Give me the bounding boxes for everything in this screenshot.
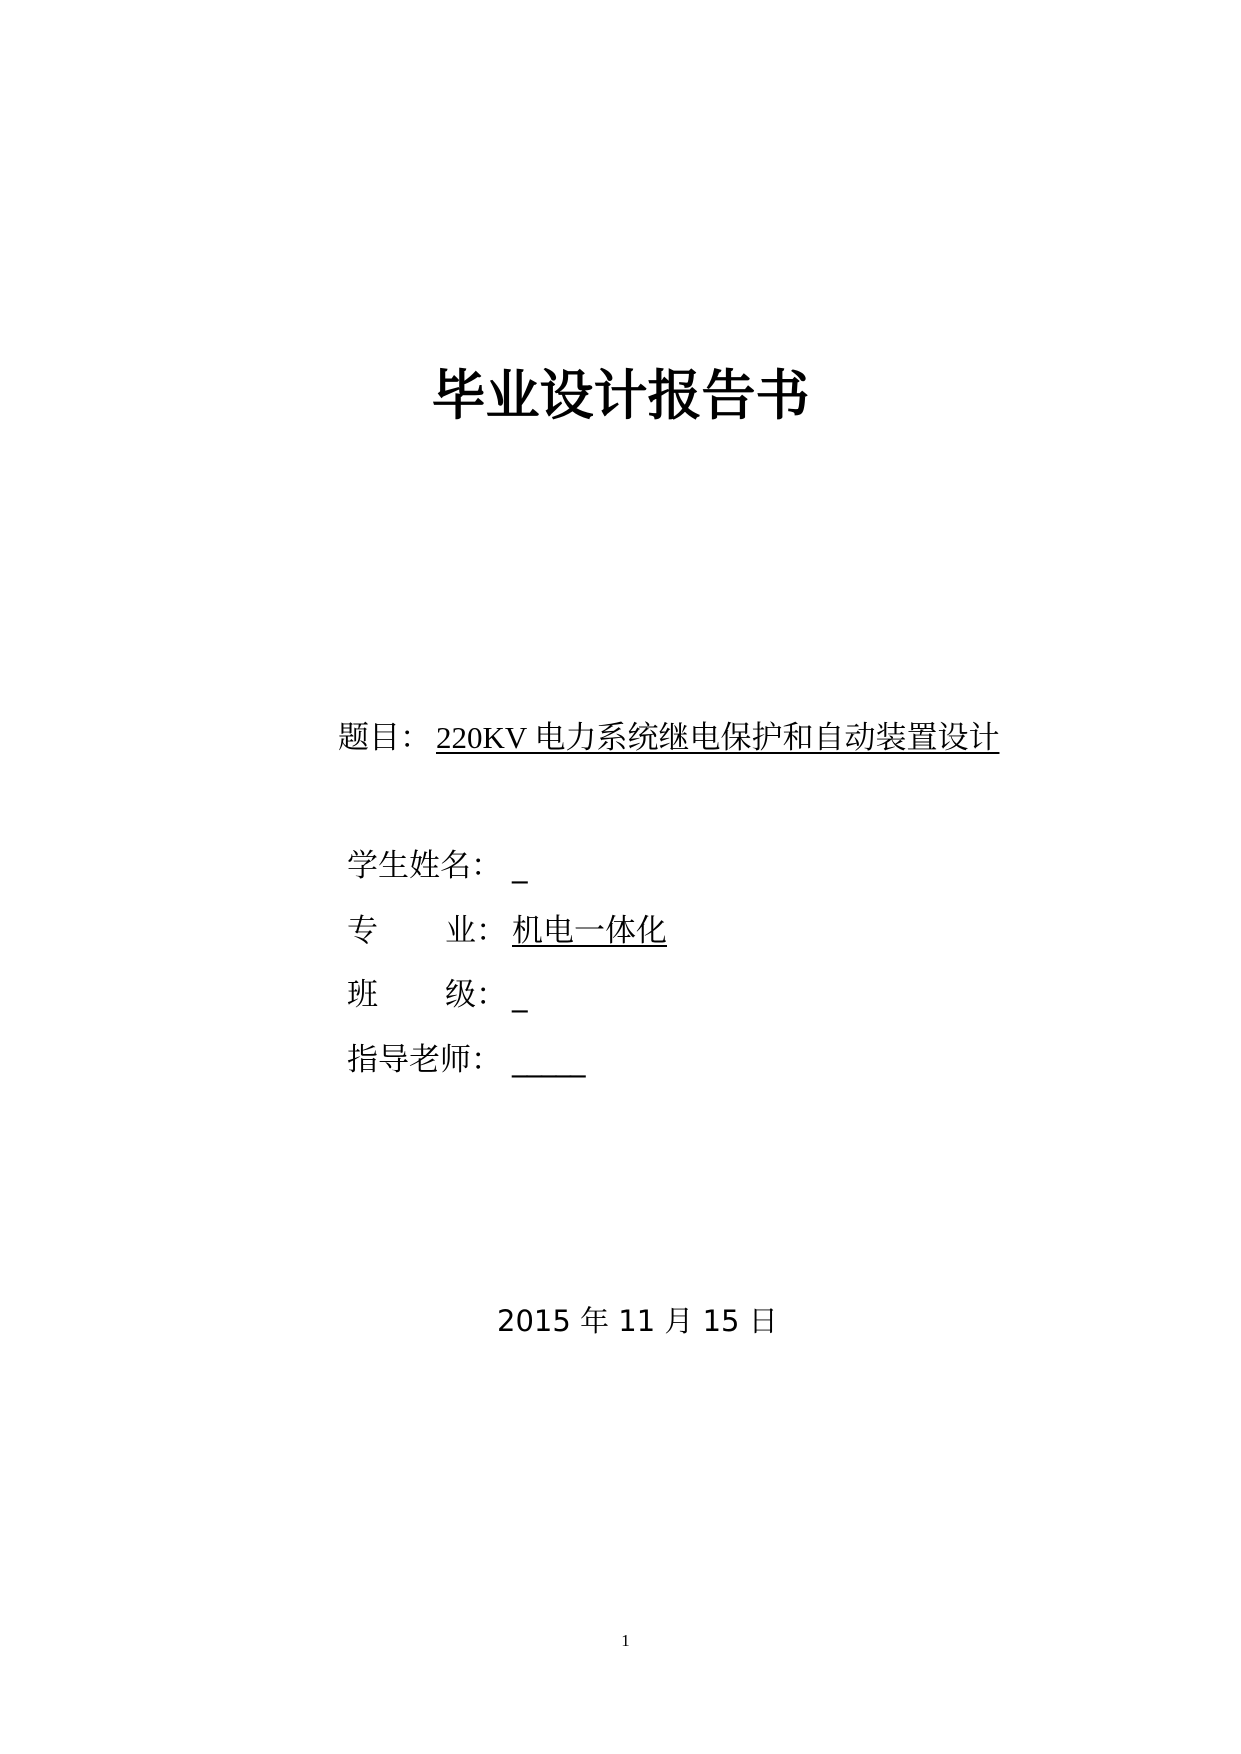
class-label-first: 班 xyxy=(347,977,378,1013)
advisor-label: 指导老师： xyxy=(347,1042,502,1078)
student-name-label: 学生姓名： xyxy=(347,848,502,884)
major-value: 机电一体化 xyxy=(512,913,667,949)
major-label-last: 业： xyxy=(445,913,507,949)
advisor-value: _____ xyxy=(512,1042,585,1078)
class-value: _ xyxy=(512,977,528,1013)
report-date: 2015 年 11 月 15 日 xyxy=(497,1304,778,1338)
topic-value: 220KV 电力系统继电保护和自动装置设计 xyxy=(436,720,1000,755)
page-number: 1 xyxy=(621,1631,630,1650)
page-title: 毕业设计报告书 xyxy=(431,364,810,427)
topic-label: 题目： xyxy=(338,720,431,756)
major-label-first: 专 xyxy=(347,913,378,949)
student-name-value: _ xyxy=(512,848,528,884)
class-label-last: 级： xyxy=(445,977,507,1013)
